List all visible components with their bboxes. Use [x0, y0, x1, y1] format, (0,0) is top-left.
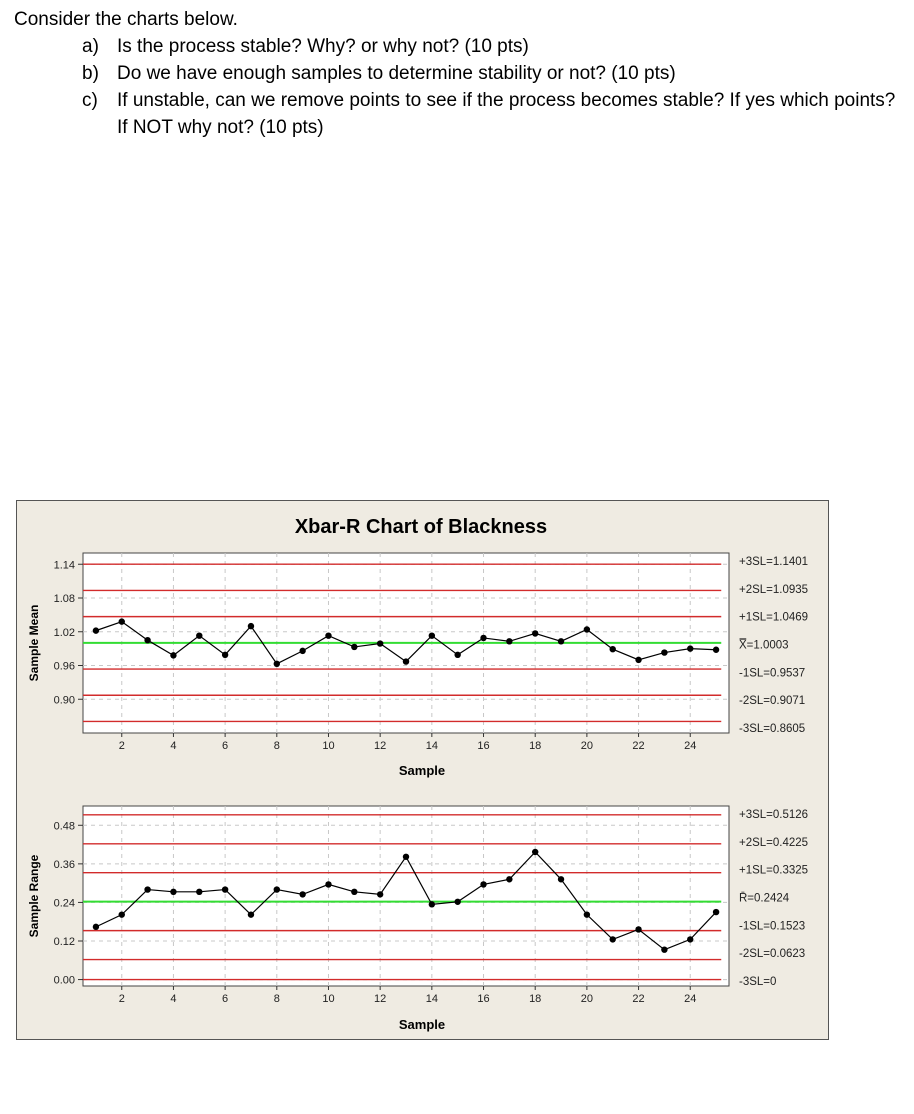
data-point: [532, 630, 538, 636]
question-item-c: [82, 87, 904, 141]
data-point: [506, 876, 512, 882]
data-point: [119, 911, 125, 917]
data-point: [454, 652, 460, 658]
limit-label: +2SL=0.4225: [739, 836, 809, 849]
data-point: [558, 638, 564, 644]
limit-label: +2SL=1.0935: [739, 583, 809, 596]
data-point: [248, 911, 254, 917]
chart-title: Xbar-R Chart of Blackness: [294, 516, 548, 538]
question-intro: Consider the charts below.: [14, 9, 238, 30]
limit-label: -3SL=0: [739, 976, 777, 988]
data-point: [144, 886, 150, 892]
x-tick-label: 10: [322, 740, 335, 752]
data-point: [377, 891, 383, 897]
y-tick-label: 0.36: [53, 858, 75, 871]
x-tick-label: 2: [118, 993, 125, 1005]
data-point: [93, 627, 99, 633]
question-item-b: [82, 60, 904, 87]
x-tick-label: 4: [170, 740, 177, 752]
question-label-a: a): [82, 36, 99, 57]
x-tick-label: 10: [322, 993, 335, 1005]
x-tick-label: 16: [477, 740, 490, 752]
question-list: [14, 33, 904, 141]
data-point: [454, 899, 460, 905]
limit-label: +1SL=0.3325: [739, 864, 809, 877]
x-tick-label: 24: [684, 740, 697, 752]
data-point: [119, 618, 125, 624]
x-tick-label: 8: [273, 993, 280, 1005]
y-tick-label: 1.14: [53, 559, 75, 572]
data-point: [170, 652, 176, 658]
x-tick-label: 4: [170, 993, 177, 1005]
data-point: [274, 886, 280, 892]
question-label-b: b): [82, 63, 99, 84]
data-point: [196, 632, 202, 638]
data-point: [713, 909, 719, 915]
x-tick-label: 24: [684, 993, 697, 1005]
data-point: [403, 658, 409, 664]
data-point: [222, 652, 228, 658]
data-point: [661, 649, 667, 655]
y-tick-label: 1.02: [53, 626, 75, 639]
question-item-a: [82, 33, 904, 60]
center-label: X̿=1.0003: [739, 639, 789, 652]
x-tick-label: 8: [273, 740, 280, 752]
data-point: [687, 645, 693, 651]
y-axis-label: Sample Mean: [27, 604, 41, 682]
y-tick-label: 1.08: [53, 593, 75, 605]
data-point: [558, 876, 564, 882]
data-point: [584, 626, 590, 632]
limit-label: +3SL=0.5126: [739, 809, 809, 821]
limit-label: -1SL=0.1523: [739, 920, 806, 933]
data-point: [170, 889, 176, 895]
question-text-a: Is the process stable? Why? or why not? (10 pts): [117, 36, 529, 57]
x-axis-label: Sample: [398, 763, 446, 778]
data-point: [196, 889, 202, 895]
data-point: [144, 637, 150, 643]
data-point: [325, 632, 331, 638]
data-point: [325, 881, 331, 887]
data-point: [377, 640, 383, 646]
data-point: [480, 881, 486, 887]
x-tick-label: 16: [477, 993, 490, 1005]
data-point: [93, 924, 99, 930]
limit-label: +1SL=1.0469: [739, 611, 809, 624]
x-tick-label: 20: [580, 993, 594, 1005]
y-tick-label: 0.24: [53, 897, 75, 910]
data-point: [299, 891, 305, 897]
x-tick-label: 22: [632, 740, 645, 752]
x-tick-label: 6: [222, 993, 229, 1005]
x-tick-label: 18: [529, 740, 542, 752]
x-tick-label: 2: [118, 740, 125, 752]
data-point: [429, 901, 435, 907]
data-point: [403, 854, 409, 860]
x-axis-label: Sample: [398, 1017, 446, 1032]
data-point: [713, 647, 719, 653]
x-tick-label: 6: [222, 740, 229, 752]
y-tick-label: 0.48: [53, 820, 75, 833]
data-point: [506, 638, 512, 644]
question-text-c: If unstable, can we remove points to see if the process becomes stable? If yes which points? If NOT why not? (10 pts): [117, 90, 896, 138]
data-point: [584, 911, 590, 917]
data-point: [610, 646, 616, 652]
x-tick-label: 14: [425, 993, 438, 1005]
y-tick-label: 0.96: [53, 660, 75, 673]
data-point: [687, 936, 693, 942]
x-tick-label: 14: [425, 740, 438, 752]
data-point: [532, 849, 538, 855]
y-tick-label: 0.90: [53, 694, 75, 707]
x-tick-label: 18: [529, 993, 542, 1005]
limit-label: -2SL=0.0623: [739, 948, 806, 961]
x-tick-label: 12: [374, 993, 387, 1005]
data-point: [610, 936, 616, 942]
x-tick-label: 12: [374, 740, 387, 752]
y-axis-label: Sample Range: [27, 854, 41, 938]
data-point: [635, 926, 641, 932]
data-point: [661, 946, 667, 952]
limit-label: +3SL=1.1401: [739, 556, 809, 568]
limit-label: -3SL=0.8605: [739, 723, 806, 735]
data-point: [429, 632, 435, 638]
y-tick-label: 0.12: [53, 936, 75, 948]
xbar-r-chart: [16, 500, 830, 1040]
question-label-c: c): [82, 90, 98, 111]
limit-label: -1SL=0.9537: [739, 667, 806, 680]
question-block: [14, 6, 904, 141]
data-point: [248, 623, 254, 629]
limit-label: -2SL=0.9071: [739, 695, 806, 708]
y-tick-label: 0.00: [53, 974, 75, 987]
data-point: [480, 635, 486, 641]
x-tick-label: 20: [580, 740, 594, 752]
data-point: [635, 657, 641, 663]
center-label: R̄=0.2424: [739, 892, 790, 905]
data-point: [351, 889, 357, 895]
data-point: [299, 648, 305, 654]
data-point: [274, 661, 280, 667]
data-point: [351, 644, 357, 650]
x-tick-label: 22: [632, 993, 645, 1005]
question-text-b: Do we have enough samples to determine stability or not? (10 pts): [117, 63, 676, 84]
data-point: [222, 886, 228, 892]
